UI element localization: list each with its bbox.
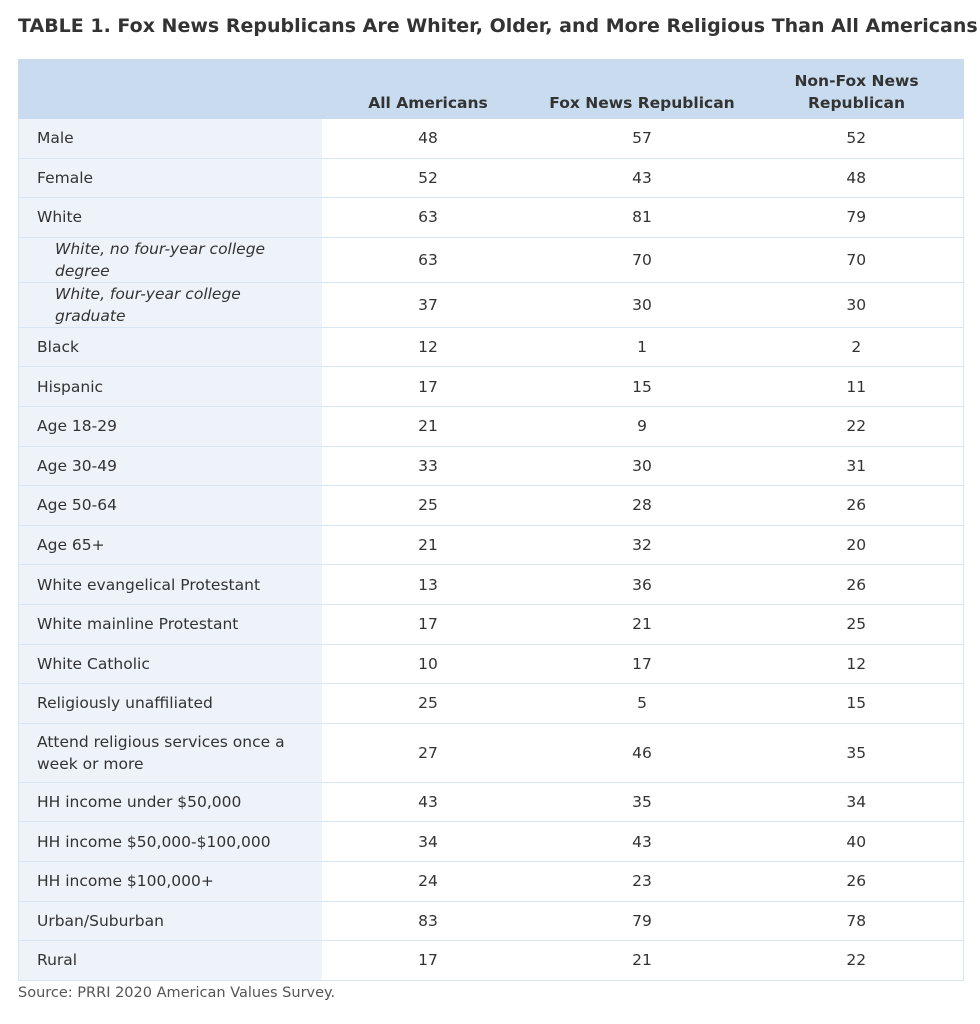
table-row bbox=[19, 282, 964, 327]
row-value: 10 bbox=[322, 644, 535, 684]
row-value: 48 bbox=[322, 119, 535, 159]
row-value: 22 bbox=[750, 941, 964, 981]
row-value: 40 bbox=[750, 822, 964, 862]
row-value: 21 bbox=[535, 604, 750, 644]
row-label: Female bbox=[19, 158, 322, 198]
row-value: 28 bbox=[535, 486, 750, 526]
row-value: 26 bbox=[750, 861, 964, 901]
table-title: TABLE 1. Fox News Republicans Are Whiter, Older, and More Religious Than All Americans bbox=[18, 15, 978, 37]
table-row bbox=[19, 367, 964, 407]
row-value: 43 bbox=[535, 822, 750, 862]
table-row bbox=[19, 684, 964, 724]
row-value: 31 bbox=[750, 446, 964, 486]
column-header-all-americans: All Americans bbox=[322, 60, 535, 119]
row-value: 25 bbox=[322, 684, 535, 724]
row-label: Age 65+ bbox=[19, 525, 322, 565]
row-label: White bbox=[19, 198, 322, 238]
row-value: 33 bbox=[322, 446, 535, 486]
row-label: Urban/Suburban bbox=[19, 901, 322, 941]
table-row bbox=[19, 158, 964, 198]
row-value: 22 bbox=[750, 406, 964, 446]
table-row bbox=[19, 822, 964, 862]
table-row bbox=[19, 406, 964, 446]
row-value: 35 bbox=[535, 782, 750, 822]
row-label: Hispanic bbox=[19, 367, 322, 407]
row-value: 81 bbox=[535, 198, 750, 238]
row-value: 63 bbox=[322, 198, 535, 238]
row-value: 30 bbox=[535, 446, 750, 486]
table-row bbox=[19, 486, 964, 526]
row-label: Age 18-29 bbox=[19, 406, 322, 446]
row-value: 2 bbox=[750, 327, 964, 367]
row-value: 17 bbox=[322, 604, 535, 644]
row-value: 17 bbox=[322, 367, 535, 407]
row-label: White mainline Protestant bbox=[19, 604, 322, 644]
row-value: 5 bbox=[535, 684, 750, 724]
row-value: 9 bbox=[535, 406, 750, 446]
row-label: Rural bbox=[19, 941, 322, 981]
row-label: Male bbox=[19, 119, 322, 159]
row-value: 26 bbox=[750, 565, 964, 605]
row-value: 32 bbox=[535, 525, 750, 565]
row-value: 25 bbox=[322, 486, 535, 526]
row-label: Religiously unaffiliated bbox=[19, 684, 322, 724]
row-value: 70 bbox=[535, 237, 750, 282]
row-label: HH income $50,000-$100,000 bbox=[19, 822, 322, 862]
row-label: HH income $100,000+ bbox=[19, 861, 322, 901]
table-row bbox=[19, 237, 964, 282]
row-value: 43 bbox=[535, 158, 750, 198]
row-value: 78 bbox=[750, 901, 964, 941]
row-value: 13 bbox=[322, 565, 535, 605]
table-row bbox=[19, 901, 964, 941]
row-label: Black bbox=[19, 327, 322, 367]
row-value: 21 bbox=[322, 406, 535, 446]
row-value: 11 bbox=[750, 367, 964, 407]
row-value: 70 bbox=[750, 237, 964, 282]
row-value: 21 bbox=[535, 941, 750, 981]
table-row bbox=[19, 941, 964, 981]
column-header-label bbox=[19, 60, 322, 119]
row-value: 15 bbox=[535, 367, 750, 407]
table-body bbox=[19, 119, 964, 981]
row-value: 20 bbox=[750, 525, 964, 565]
table-row bbox=[19, 861, 964, 901]
row-value: 12 bbox=[322, 327, 535, 367]
table-row bbox=[19, 119, 964, 159]
row-value: 15 bbox=[750, 684, 964, 724]
row-value: 27 bbox=[322, 723, 535, 782]
row-value: 21 bbox=[322, 525, 535, 565]
table-row bbox=[19, 782, 964, 822]
row-label: Attend religious services once a week or more bbox=[19, 723, 322, 782]
table-row bbox=[19, 644, 964, 684]
row-label: Age 50-64 bbox=[19, 486, 322, 526]
source-note: Source: PRRI 2020 American Values Survey. bbox=[18, 985, 336, 1001]
table-row bbox=[19, 723, 964, 782]
table-row bbox=[19, 525, 964, 565]
row-value: 52 bbox=[750, 119, 964, 159]
table-row bbox=[19, 198, 964, 238]
row-value: 37 bbox=[322, 282, 535, 327]
row-value: 34 bbox=[750, 782, 964, 822]
row-value: 30 bbox=[535, 282, 750, 327]
row-value: 17 bbox=[535, 644, 750, 684]
row-value: 34 bbox=[322, 822, 535, 862]
row-value: 25 bbox=[750, 604, 964, 644]
row-value: 63 bbox=[322, 237, 535, 282]
row-value: 83 bbox=[322, 901, 535, 941]
row-value: 30 bbox=[750, 282, 964, 327]
column-header-fox-news-republican: Fox News Republican bbox=[535, 60, 750, 119]
row-label: White, no four-year college degree bbox=[19, 237, 322, 282]
row-value: 24 bbox=[322, 861, 535, 901]
row-value: 52 bbox=[322, 158, 535, 198]
table-row bbox=[19, 446, 964, 486]
row-value: 57 bbox=[535, 119, 750, 159]
row-value: 1 bbox=[535, 327, 750, 367]
table-row bbox=[19, 327, 964, 367]
row-value: 36 bbox=[535, 565, 750, 605]
column-header-non-fox-news-republican: Non-Fox News Republican bbox=[750, 60, 964, 119]
row-label: White, four-year college graduate bbox=[19, 282, 322, 327]
data-table bbox=[18, 59, 964, 981]
table-header-row bbox=[19, 60, 964, 119]
row-value: 35 bbox=[750, 723, 964, 782]
row-value: 23 bbox=[535, 861, 750, 901]
row-label: White Catholic bbox=[19, 644, 322, 684]
row-label: HH income under $50,000 bbox=[19, 782, 322, 822]
table-row bbox=[19, 604, 964, 644]
row-value: 43 bbox=[322, 782, 535, 822]
row-value: 48 bbox=[750, 158, 964, 198]
row-value: 79 bbox=[535, 901, 750, 941]
row-value: 46 bbox=[535, 723, 750, 782]
row-value: 26 bbox=[750, 486, 964, 526]
row-label: White evangelical Protestant bbox=[19, 565, 322, 605]
row-value: 79 bbox=[750, 198, 964, 238]
row-value: 17 bbox=[322, 941, 535, 981]
row-label: Age 30-49 bbox=[19, 446, 322, 486]
table-row bbox=[19, 565, 964, 605]
row-value: 12 bbox=[750, 644, 964, 684]
